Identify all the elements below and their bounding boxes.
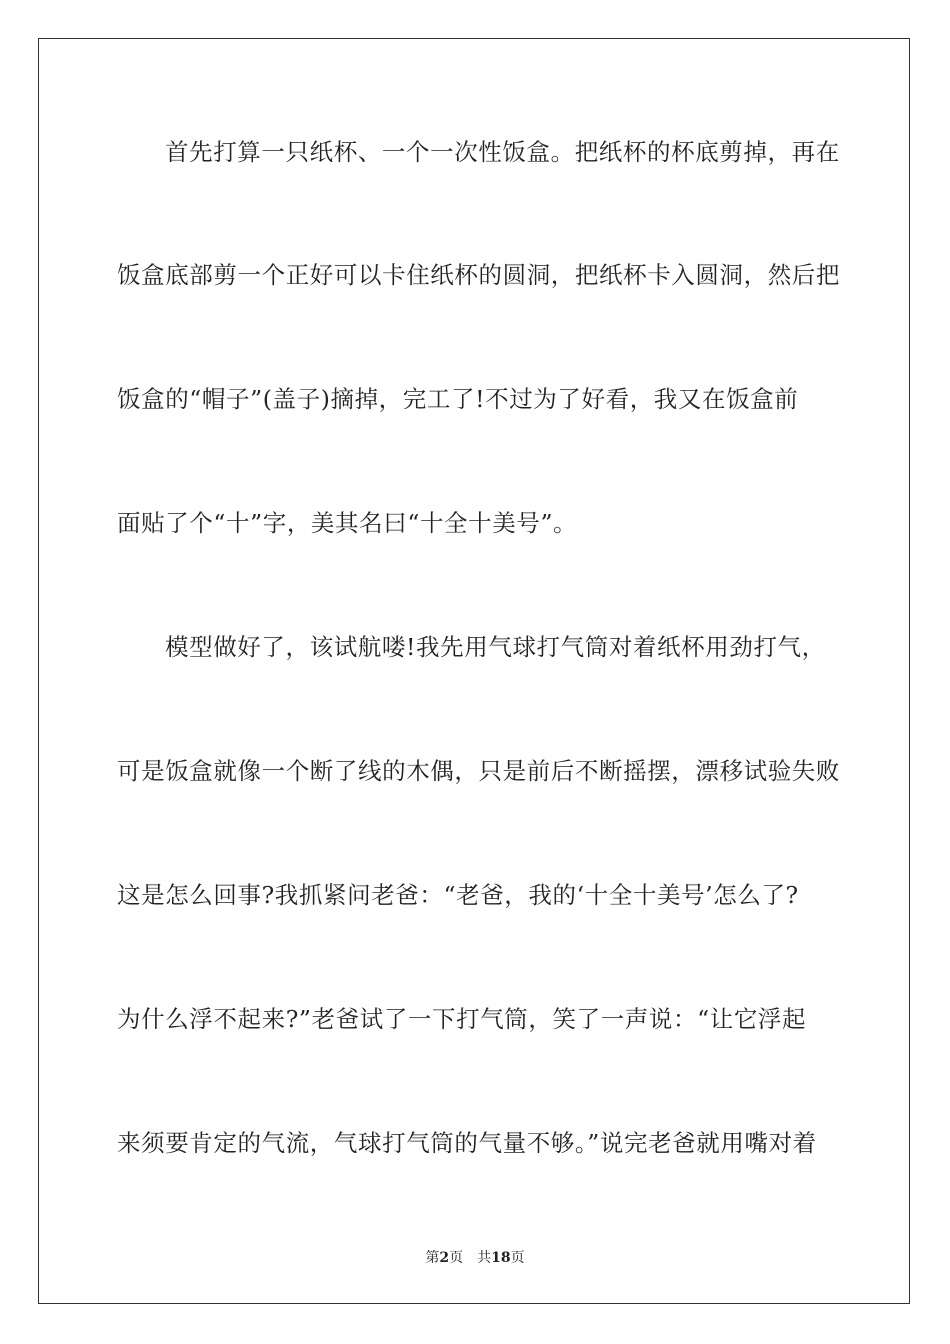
body-text-line: 这是怎么回事?我抓紧问老爸：“老爸，我的‘十全十美号’怎么了? bbox=[117, 881, 799, 909]
body-text-line: 面贴了个“十”字，美其名曰“十全十美号”。 bbox=[117, 509, 578, 537]
body-text-line: 饭盒的“帽子”(盖子)摘掉，完工了!不过为了好看，我又在饭盒前 bbox=[117, 385, 799, 413]
body-text-line: 模型做好了，该试航喽!我先用气球打气筒对着纸杯用劲打气， bbox=[165, 633, 826, 661]
body-text-line: 饭盒底部剪一个正好可以卡住纸杯的圆洞，把纸杯卡入圆洞，然后把 bbox=[117, 261, 840, 289]
page-label-prefix: 第 bbox=[425, 1250, 440, 1266]
total-label-suffix: 页 bbox=[510, 1250, 525, 1266]
body-text-line: 可是饭盒就像一个断了线的木偶，只是前后不断摇摆，漂移试验失败 bbox=[117, 757, 840, 785]
total-label-prefix: 共 bbox=[477, 1250, 492, 1266]
page-number: 2 bbox=[439, 1250, 450, 1266]
total-pages: 18 bbox=[491, 1250, 511, 1266]
body-text-line: 为什么浮不起来?”老爸试了一下打气筒，笑了一声说：“让它浮起 bbox=[117, 1005, 807, 1033]
body-text-line: 首先打算一只纸杯、一个一次性饭盒。把纸杯的杯底剪掉，再在 bbox=[165, 138, 840, 166]
page-footer bbox=[0, 1248, 950, 1268]
page-label-suffix: 页 bbox=[449, 1250, 464, 1266]
body-text-line: 来须要肯定的气流，气球打气筒的气量不够。”说完老爸就用嘴对着 bbox=[117, 1129, 817, 1157]
page-border bbox=[38, 38, 910, 1304]
